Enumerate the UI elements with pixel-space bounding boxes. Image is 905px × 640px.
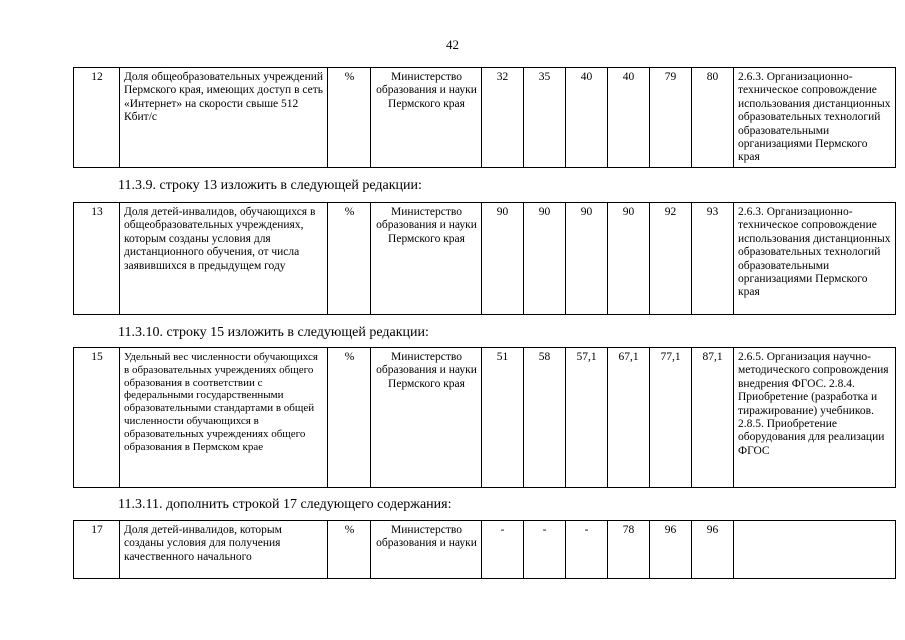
value-cell: 51: [482, 348, 524, 488]
row-number: 12: [74, 68, 120, 168]
responsible: Министерство образования и науки Пермского края: [371, 68, 482, 168]
value-cell: 57,1: [566, 348, 608, 488]
measures: 2.6.5. Организация научно-методического сопровождения внедрения ФГОС. 2.8.4. Приобретение (разработка и тиражирование) учебников. 2.8.5. Приобретение оборудования для реализации ФГОС: [734, 348, 896, 488]
value-cell: 96: [692, 521, 734, 579]
value-cell: -: [482, 521, 524, 579]
value-cell: 80: [692, 68, 734, 168]
indicator-name: Доля детей-инвалидов, обучающихся в общеобразовательных учреждениях, которым созданы условия для дистанционного обучения, от числа заявившихся в предыдущем году: [120, 203, 328, 315]
value-cell: 90: [566, 203, 608, 315]
value-cell: 67,1: [608, 348, 650, 488]
value-cell: 58: [524, 348, 566, 488]
unit: %: [328, 348, 371, 488]
value-cell: 35: [524, 68, 566, 168]
value-cell: 40: [608, 68, 650, 168]
table-row-17: [73, 520, 896, 579]
table-row-13: [73, 202, 896, 315]
value-cell: 90: [524, 203, 566, 315]
indicator-name: Удельный вес численности обучающихся в образовательных учреждениях общего образования в соответствии с федеральными государственными образовательными стандартами в общей численности обучающихся в образовательных учреждениях общего образования в Пермском крае: [120, 348, 328, 488]
value-cell: -: [566, 521, 608, 579]
row-number: 15: [74, 348, 120, 488]
value-cell: 79: [650, 68, 692, 168]
value-cell: 93: [692, 203, 734, 315]
amendment-note: 11.3.11. дополнить строкой 17 следующего содержания:: [118, 497, 452, 512]
table-row-12: [73, 67, 896, 168]
value-cell: 90: [608, 203, 650, 315]
measures: 2.6.3. Организационно-техническое сопровождение использования дистанционных образовательных технологий образовательными организациями Пермского края: [734, 203, 896, 315]
indicator-name: Доля общеобразовательных учреждений Пермского края, имеющих доступ в сеть «Интернет» на скорости свыше 512 Кбит/с: [120, 68, 328, 168]
value-cell: 78: [608, 521, 650, 579]
amendment-note: 11.3.10. строку 15 изложить в следующей редакции:: [118, 325, 429, 340]
page-number: 42: [446, 37, 459, 52]
unit: %: [328, 203, 371, 315]
value-cell: 87,1: [692, 348, 734, 488]
value-cell: 92: [650, 203, 692, 315]
row-number: 13: [74, 203, 120, 315]
measures: 2.6.3. Организационно-техническое сопровождение использования дистанционных образовательных технологий образовательными организациями Пермского края: [734, 68, 896, 168]
value-cell: 40: [566, 68, 608, 168]
value-cell: -: [524, 521, 566, 579]
value-cell: 90: [482, 203, 524, 315]
unit: %: [328, 521, 371, 579]
responsible: Министерство образования и науки Пермского края: [371, 203, 482, 315]
responsible: Министерство образования и науки Пермского края: [371, 348, 482, 488]
amendment-note: 11.3.9. строку 13 изложить в следующей редакции:: [118, 178, 422, 193]
value-cell: 77,1: [650, 348, 692, 488]
measures: [734, 521, 896, 579]
table-row-15: [73, 347, 896, 488]
value-cell: 96: [650, 521, 692, 579]
unit: %: [328, 68, 371, 168]
responsible: Министерство образования и науки: [371, 521, 482, 579]
row-number: 17: [74, 521, 120, 579]
value-cell: 32: [482, 68, 524, 168]
indicator-name: Доля детей-инвалидов, которым созданы условия для получения качественного начального: [120, 521, 328, 579]
